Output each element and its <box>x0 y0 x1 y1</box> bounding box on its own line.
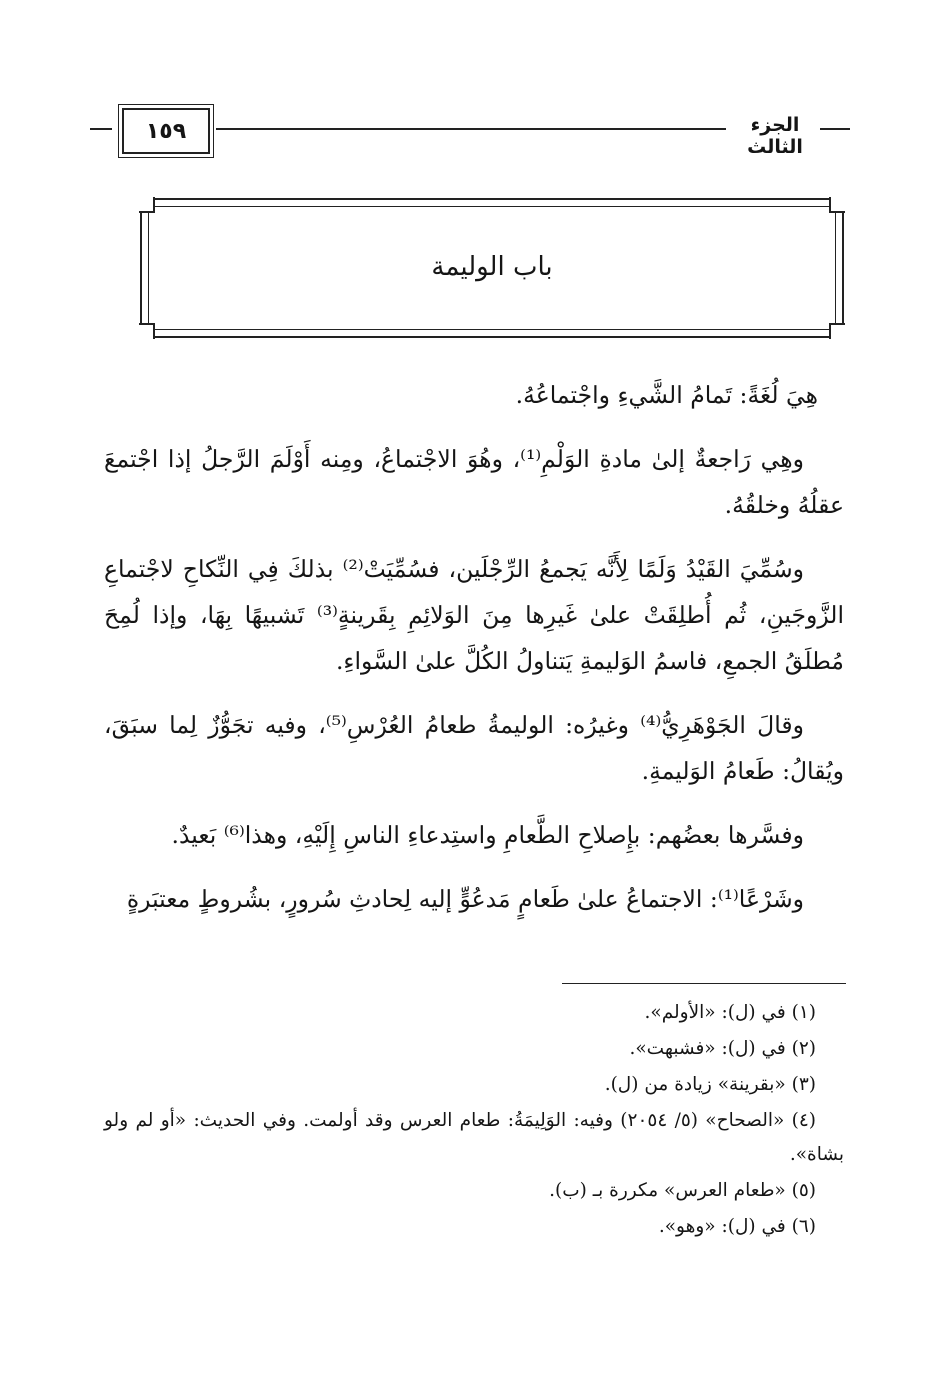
footnote: (٣) «بقرينة» زيادة من (ل). <box>604 1074 816 1095</box>
header-rule-left <box>90 128 112 130</box>
frame-corner-ornament <box>829 323 845 339</box>
chapter-title: باب الوليمة <box>431 252 553 282</box>
footnote: (٢) في (ل): «فشبهت». <box>629 1038 816 1059</box>
paragraph: وقالَ الجَوْهَرِيُّ⁽⁴⁾ وغيرُه: الوليمةُ طعامُ العُرْسِ⁽⁵⁾، وفيه تجَوُّزٌ لِما سبَقَ، ويُقالُ: طَعامُ الوَليمةِ. <box>104 711 844 785</box>
footnote: (٥) «طعام العرس» مكررة بـ (ب). <box>549 1180 816 1201</box>
paragraph: وسُمِّيَ القَيْدُ وَلَمًا لِأَنَّه يَجمعُ الرِّجْلَين، فسُمِّيَتْ⁽²⁾ بذلكَ فِي النِّكاحِ لاجْتماعِ الزَّوجَينِ، ثُم أُطلِقَتْ علىٰ غَيرِها مِنَ الوَلائِمِ بِقَرينةٍ⁽³⁾ تَشبيهًا بِهَا، وإذا لُمِحَ مُطلَقُ الجمعِ، فاسمُ الوَليمةِ يَتناولُ الكُلَّ علىٰ السَّواءِ. <box>104 555 844 675</box>
paragraph: هِيَ لُغَةً: تَمامُ الشَّيءِ واجْتماعُهُ. <box>515 381 818 409</box>
footnote: (١) في (ل): «الأولم». <box>644 1002 816 1023</box>
header-rule-middle <box>216 128 726 130</box>
frame-corner-ornament <box>829 197 845 213</box>
running-head: الجزء الثالث <box>747 114 803 158</box>
footnote-separator <box>562 983 846 984</box>
paragraph: وفسَّرها بعضُهم: بإِصلاحِ الطَّعامِ واستِدعاءِ الناسِ إِلَيْهِ، وهذا⁽⁶⁾ بَعيدٌ. <box>171 821 804 849</box>
footnotes <box>104 996 844 1246</box>
header-rule-right <box>820 128 850 130</box>
page-number: ١٥٩ <box>122 108 210 154</box>
page-header <box>90 108 850 160</box>
frame-corner-ornament <box>139 323 155 339</box>
paragraph: وشَرْعًا⁽¹⁾: الاجتماعُ علىٰ طَعامٍ مَدعُوٍّ إليه لِحادثِ سُرورٍ، بشُروطٍ معتبَرةٍ <box>126 885 804 913</box>
frame-corner-ornament <box>139 197 155 213</box>
footnote: (٤) «الصحاح» (٥/ ٢٠٥٤) وفيه: الوَلِيمَةُ: طعام العرس وقد أولمت. وفي الحديث: «أو لم ولو بشاة». <box>104 1110 844 1165</box>
footnote: (٦) في (ل): «وهو». <box>658 1216 816 1237</box>
paragraph: وهِي رَاجعةٌ إلىٰ مادةِ الوَلْمِ⁽¹⁾، وهُوَ الاجْتماعُ، ومِنه أَوْلَمَ الرَّجلُ إذا اجْتمعَ عقلُهُ وخلقُهُ. <box>104 445 844 519</box>
main-text <box>104 372 844 940</box>
chapter-title-frame <box>140 198 844 338</box>
